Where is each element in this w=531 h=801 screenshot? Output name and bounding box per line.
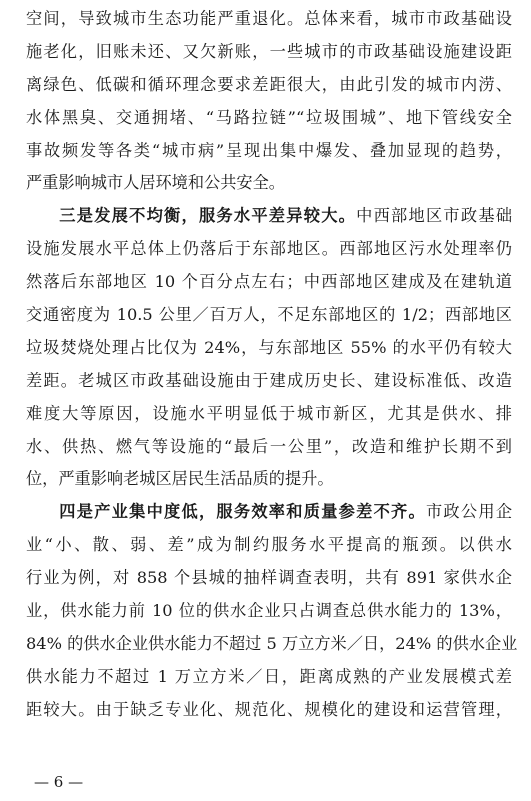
text-line: 事故频发等各类“城市病”呈现出集中爆发、叠加显现的趋势， <box>26 140 512 160</box>
text-line: 位，严重影响老城区居民生活品质的提升。 <box>26 469 334 489</box>
paragraph-heading: 四是产业集中度低，服务效率和质量参差不齐。 <box>58 502 426 522</box>
text-line: 84% 的供水企业供水能力不超过 5 万立方米／日，24% 的供水企业 <box>26 633 518 653</box>
text-line: 水体黑臭、交通拥堵、“马路拉链”“垃圾围城”、地下管线安全 <box>26 107 512 127</box>
text-span: 市政公用企 <box>425 502 513 522</box>
text-line: 垃圾焚烧处理占比仅为 24%，与东部地区 55% 的水平仍有较大 <box>26 337 512 357</box>
text-span: 中西部地区市政基础 <box>356 206 513 226</box>
paragraph-first-line <box>26 200 512 233</box>
text-line: 差距。老城区市政基础设施由于建成历史长、建设标准低、改造 <box>26 370 512 390</box>
text-line: 离绿色、低碳和循环理念要求差距很大，由此引发的城市内涝、 <box>26 74 512 94</box>
text-line: 难度大等原因，设施水平明显低于城市新区，尤其是供水、排 <box>26 403 512 423</box>
page-number: — 6 — <box>34 773 84 791</box>
text-line: 严重影响城市人居环境和公共安全。 <box>26 173 285 193</box>
text-line: 设施发展水平总体上仍落后于东部地区。西部地区污水处理率仍 <box>26 239 512 259</box>
text-line: 然落后东部地区 10 个百分点左右；中西部地区建成及在建轨道 <box>26 272 512 292</box>
text-line: 距较大。由于缺乏专业化、规范化、规模化的建设和运营管理， <box>26 699 512 719</box>
text-line: 空间，导致城市生态功能严重退化。总体来看，城市市政基础设 <box>26 9 512 28</box>
text-line: 施老化，旧账未还、又欠新账，一些城市的市政基础设施建设距 <box>26 41 512 61</box>
text-line: 行业为例，对 858 个县城的抽样调查表明，共有 891 家供水企 <box>26 568 512 588</box>
text-line: 水、供热、燃气等设施的“最后一公里”，改造和维护长期不到 <box>26 436 512 456</box>
paragraph-first-line <box>26 496 512 529</box>
text-line: 业，供水能力前 10 位的供水企业只占调查总供水能力的 13%， <box>26 601 512 621</box>
paragraph-heading: 三是发展不均衡，服务水平差异较大。 <box>58 206 357 226</box>
text-line: 业“小、散、弱、差”成为制约服务水平提高的瓶颈。以供水 <box>26 535 512 555</box>
text-line: 供水能力不超过 1 万立方米／日，距离成熟的产业发展模式差 <box>26 666 512 686</box>
document-body <box>26 3 518 727</box>
text-line: 交通密度为 10.5 公里／百万人，不足东部地区的 1/2；西部地区 <box>26 305 512 325</box>
